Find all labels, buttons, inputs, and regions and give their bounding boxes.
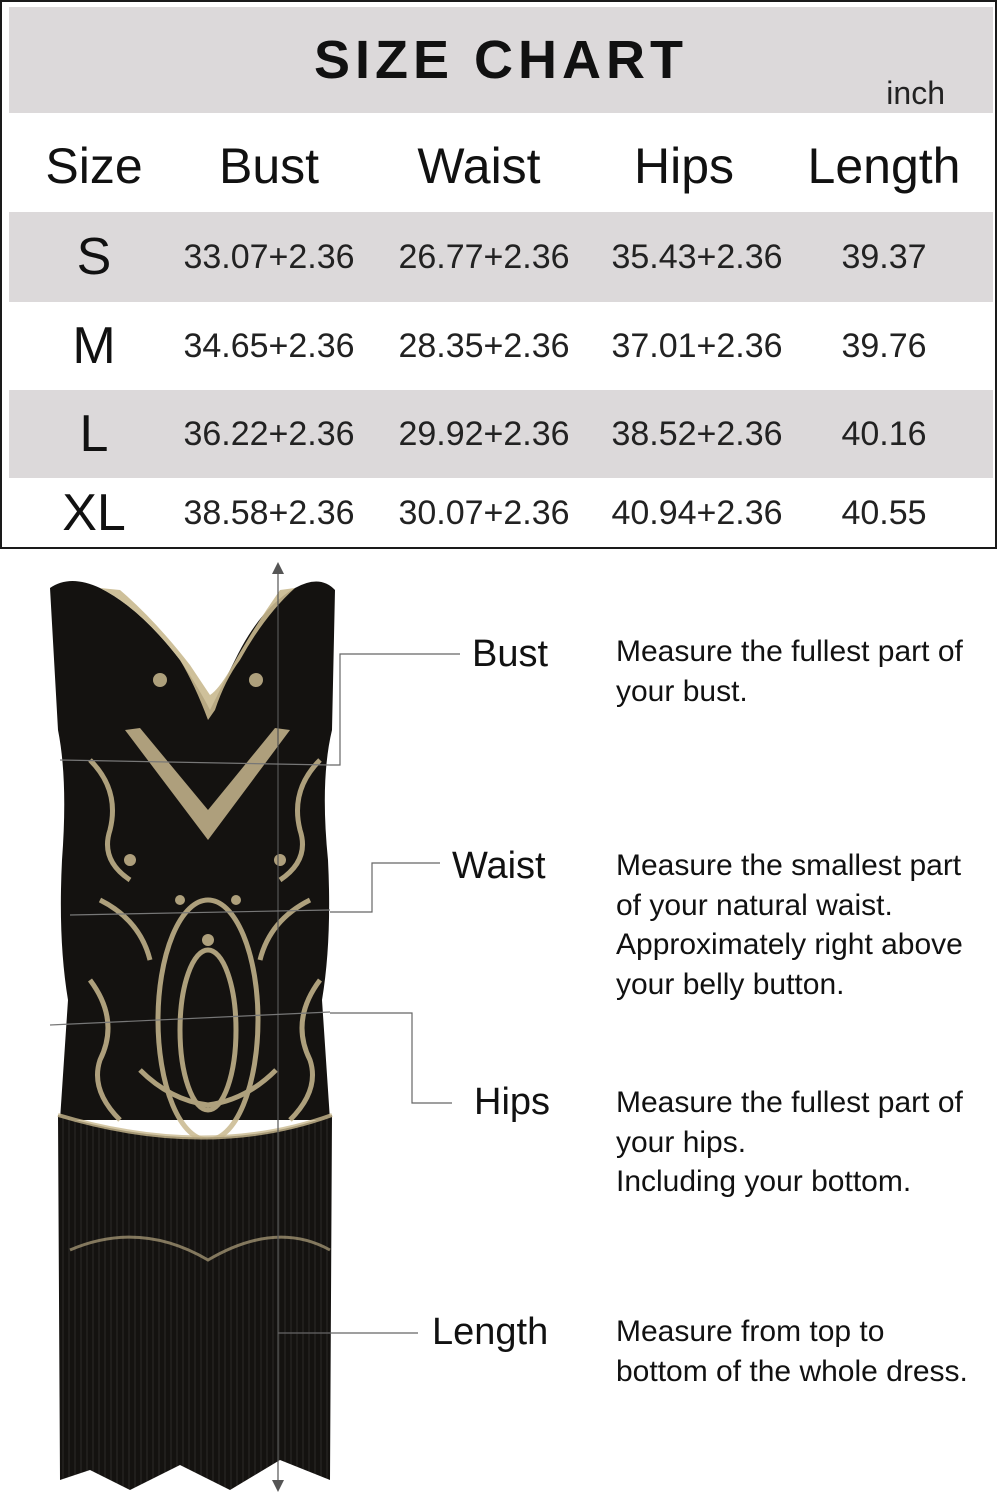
hips-cell: 38.52+2.36 — [611, 414, 783, 453]
table-row — [9, 478, 993, 548]
waist-cell: 26.77+2.36 — [398, 237, 570, 276]
bust-cell: 34.65+2.36 — [183, 326, 355, 365]
desc-line: bottom of the whole dress. — [616, 1354, 968, 1388]
size-chart-table — [0, 0, 997, 549]
waist-cell: 28.35+2.36 — [398, 326, 570, 365]
title-band — [9, 7, 993, 113]
bust-cell: 33.07+2.36 — [183, 237, 355, 276]
header-row — [9, 120, 993, 212]
bust-cell: 38.58+2.36 — [183, 493, 355, 532]
size-cell: XL — [62, 484, 126, 542]
desc-line: your hips. — [616, 1125, 747, 1159]
bust-cell: 36.22+2.36 — [183, 414, 355, 453]
length-cell: 40.55 — [841, 493, 927, 532]
waist-cell: 29.92+2.36 — [398, 414, 570, 453]
header-bust: Bust — [218, 138, 320, 194]
desc-line: your belly button. — [616, 967, 845, 1001]
label-bust: Bust — [472, 633, 549, 675]
length-cell: 39.76 — [841, 326, 927, 365]
desc-bust — [616, 632, 996, 711]
desc-line: your bust. — [616, 674, 748, 708]
header-size: Size — [45, 138, 143, 194]
waist-cell: 30.07+2.36 — [398, 493, 570, 532]
table-row — [9, 302, 993, 390]
size-cell: M — [72, 317, 116, 375]
desc-line: Measure the fullest part of — [616, 635, 963, 668]
label-hips: Hips — [474, 1081, 551, 1123]
desc-line: Measure the smallest part — [616, 849, 962, 882]
desc-line: of your natural waist. — [616, 888, 893, 922]
label-length: Length — [432, 1311, 549, 1353]
header-length: Length — [807, 138, 961, 194]
desc-line: Approximately right above — [616, 928, 963, 961]
unit-label: inch — [886, 75, 945, 111]
desc-line: Including your bottom. — [616, 1165, 912, 1198]
label-waist: Waist — [452, 845, 546, 887]
size-cell: L — [79, 405, 109, 463]
header-hips: Hips — [633, 138, 735, 194]
length-cell: 40.16 — [841, 414, 927, 453]
table-row — [9, 390, 993, 478]
hips-cell: 40.94+2.36 — [611, 493, 783, 532]
leader-lines — [0, 560, 600, 1360]
desc-hips — [616, 1083, 996, 1202]
hips-cell: 35.43+2.36 — [611, 237, 783, 276]
desc-length — [616, 1312, 996, 1391]
desc-line: Measure the fullest part of — [616, 1086, 963, 1119]
size-cell: S — [76, 228, 112, 286]
header-waist: Waist — [417, 138, 541, 194]
table-row — [9, 212, 993, 302]
length-cell: 39.37 — [841, 237, 927, 276]
desc-waist — [616, 846, 996, 1004]
chart-title: SIZE CHART — [314, 30, 688, 90]
hips-cell: 37.01+2.36 — [611, 326, 783, 365]
desc-line: Measure from top to — [616, 1315, 885, 1348]
